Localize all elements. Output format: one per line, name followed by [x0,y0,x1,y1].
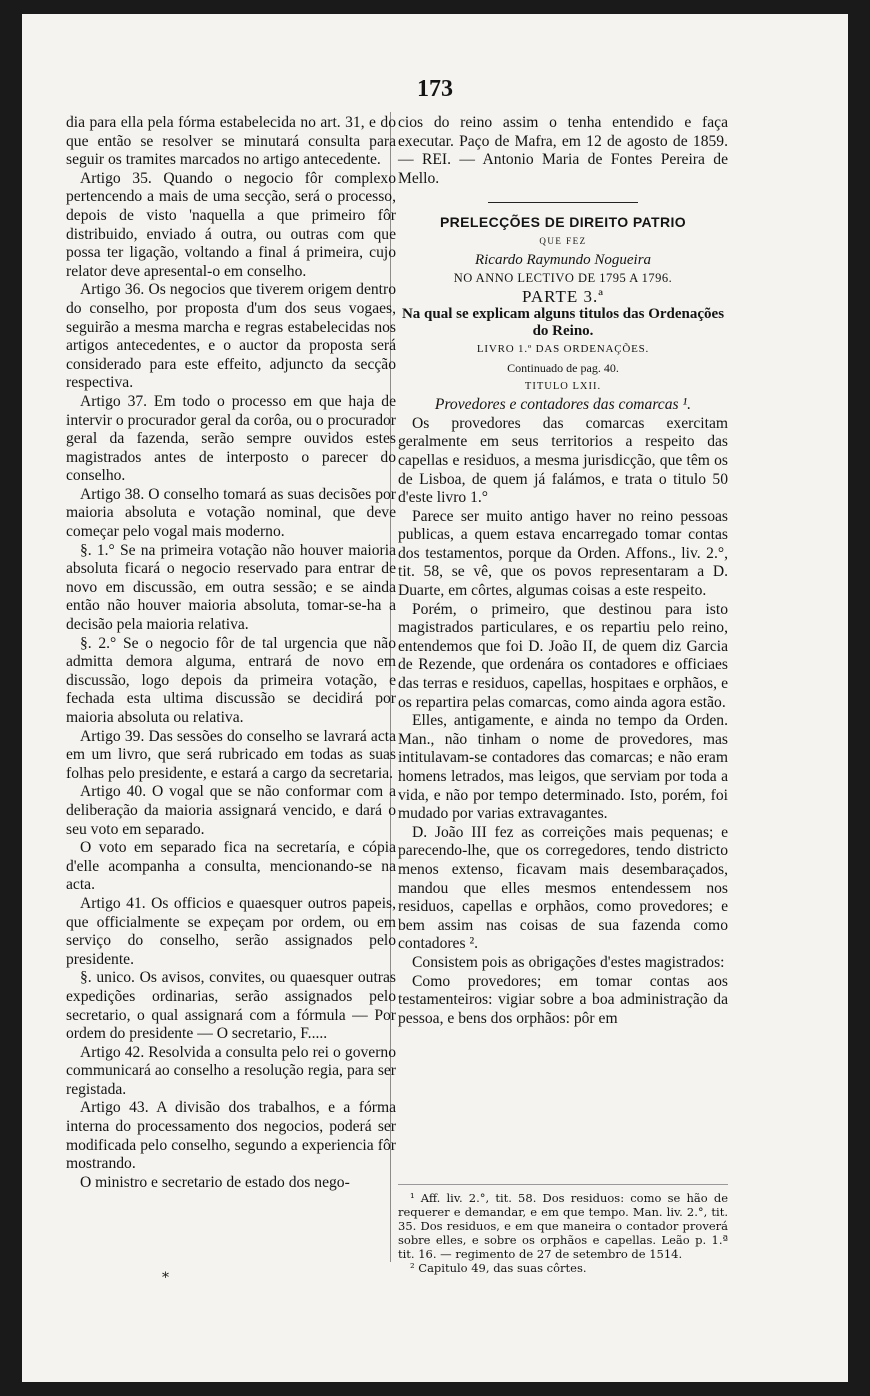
paragraph: Artigo 36. Os negocios que tiverem origem dentro do conselho, por proposta d'um dos seus vogaes, seguirão a mesma marcha e regras estabelecidas nos artigos antecedentes, e o auctor da proposta será considerado para este effeito, adjuncto da secção respectiva. [66,281,396,392]
paragraph: Artigo 41. Os officios e quaesquer outros papeis, que officialmente se expeçam por ordem, ou em serviço do conselho, serão assignados pelo presidente. [66,894,396,968]
paragraph: dia para ella pela fórma estabelecida no art. 31, e do que então se resolver se minutará consulta para seguir os tramites marcados no artigo antecedente. [66,114,396,169]
paragraph: Consistem pois as obrigações d'estes magistrados: [412,953,725,971]
part-subtitle: Na qual se explicam alguns titulos das Ordenações do Reino. [401,306,725,340]
signature-mark: * [162,1270,169,1286]
paragraph: §. 2.° Se o negocio fôr de tal urgencia que não admitta demora alguma, entrará de novo em discussão, logo depois da primeira votação, e fechada esta ultima discussão se decidirá por maioria absoluta ou relativa. [66,634,396,726]
paragraph: Artigo 43. A divisão dos trabalhos, e a fórma interna do processamento dos negocios, poderá ser modificada pelo conselho, segundo a experiencia fôr mostrando. [66,1099,396,1173]
paragraph: Artigo 40. O vogal que se não conformar com a deliberação da maioria assignará vencido, e dará o seu voto em separado. [66,783,396,838]
paragraph: §. unico. Os avisos, convites, ou quaesquer outras expedições ordinarias, serão assignados pelo secretario, o qual assignará com a fórmula — Por ordem do presidente — O secretario, F..... [66,969,396,1043]
paragraph: D. João III fez as correições mais pequenas; e parecendo-lhe, que os corregedores, tendo districto menos extenso, ficavam mais desembaraçados, mandou que elles mesmos entendessem nos residuos, capellas e orphãos, como provedores; e bem assim nas coisas de sua fazenda como contadores ². [398,823,728,953]
footnotes [398,1184,728,1275]
paragraph: Os provedores das comarcas exercitam geralmente em seus territorios a respeito das capellas e residuos, a mesma jurisdicção, que têm os de Lisboa, de quem já falámos, e trata o titulo 50 d'este livro 1.° [398,414,728,507]
academic-year: NO ANNO LECTIVO DE 1795 A 1796. [453,271,673,286]
continued-note: Continuado de pag. 40. [507,360,619,375]
paragraph: Artigo 42. Resolvida a consulta pelo rei o governo communicará ao conselho a resolução regia, para ser registada. [66,1043,396,1098]
right-column [398,114,728,1028]
paragraph: §. 1.° Se na primeira votação não houver maioria absoluta ficará o negocio reservado para entrar de novo em discussão, em outra sessão; e se ainda então não houver maioria absoluta, tomar-se-ha a decisão pela maioria relativa. [66,541,396,634]
paragraph: O ministro e secretario de estado dos nego- [80,1173,350,1191]
title-heading: TITULO LXII. [524,380,602,392]
paragraph: Artigo 38. O conselho tomará as suas decisões por maioria absoluta e votação nominal, que deve começar pelo vogal mais moderno. [66,485,396,541]
page-number: 173 [417,76,453,102]
que-fez: QUE FEZ [539,235,587,246]
title-subject: Provedores e contadores das comarcas ¹. [434,396,692,414]
book-page [22,14,848,1382]
paragraph: O voto em separado fica na secretaría, e cópia d'elle acompanha a consulta, mencionando-se na acta. [66,839,396,894]
paragraph: Elles, antigamente, e ainda no tempo da Orden. Man., não tinham o nome de provedores, mas intitulavam-se contadores das comarcas; e não eram homens letrados, mas leigos, que serviam por toda a vida, e não por tempo determinado. Isto, porém, foi mudado por varias extravagantes. [398,712,728,823]
author-name: Ricardo Raymundo Nogueira [474,251,652,268]
book-heading: LIVRO 1.º DAS ORDENAÇÕES. [476,343,650,356]
footnote: ¹ Aff. liv. 2.°, tit. 58. Dos residuos: como se hão de requerer e demandar, e em que tempo. Man. liv. 2.°, tit. 35. Dos residuos, e em que maneira o contador proverá sobre elles, e sobre os orphãos e capellas. Leão p. 1.ª tit. 16. — regimento de 27 de setembro de 1514. [398,1191,728,1261]
footnote: ² Capitulo 49, das suas côrtes. [410,1261,587,1275]
paragraph: Parece ser muito antigo haver no reino pessoas publicas, a quem estava encarregado tomar contas dos testamentos, porque da Orden. Affons., liv. 2.°, tit. 58, se vê, que os povos representaram a D. Duarte, em côrtes, algumas coisas a este respeito. [398,507,728,600]
footnote-rule [398,1184,728,1185]
paragraph: Artigo 37. Em todo o processo em que haja de intervir o procurador geral da corôa, ou o procurador geral da fazenda, serão sempre ouvidos estes magistrados antes de interposto o parecer do conselho. [66,392,396,485]
left-column [66,114,396,1192]
paragraph: Artigo 35. Quando o negocio fôr complexo pertencendo a mais de uma secção, será o processo, depois de visto 'naquella a que primeiro fôr distribuido, enviado á outra, ou outras com que possa ter ligação, voltando a final á primeira, cujo relator deve apresental-o em conselho. [66,169,396,280]
paragraph: Porém, o primeiro, que destinou para isto magistrados particulares, e os repartiu pelo reino, entendemos que foi D. João II, de quem diz Garcia de Rezende, que ordenára os contadores e officiaes das terras e residuos, capellas, hospitaes e orphãos, e os repartira pelas comarcas, como ainda agora estão. [398,600,728,711]
section-rule [488,202,638,203]
lecture-title: PRELECÇÕES DE DIREITO PATRIO [439,214,687,231]
part-heading: PARTE 3.ª [522,286,604,306]
decree-ending: cios do reino assim o tenha entendido e faça executar. Paço de Mafra, em 12 de agosto de 1859. — REI. — Antonio Maria de Fontes Pereira de Mello. [398,114,728,187]
paragraph: Artigo 39. Das sessões do conselho se lavrará acta em um livro, que será rubricado em todas as suas folhas pelo presidente, e estará a cargo da secretaria. [66,727,396,782]
paragraph: Como provedores; em tomar contas aos testamenteiros: vigiar sobre a boa administração da pessoa, e bens dos orphãos: pôr em [398,972,728,1027]
